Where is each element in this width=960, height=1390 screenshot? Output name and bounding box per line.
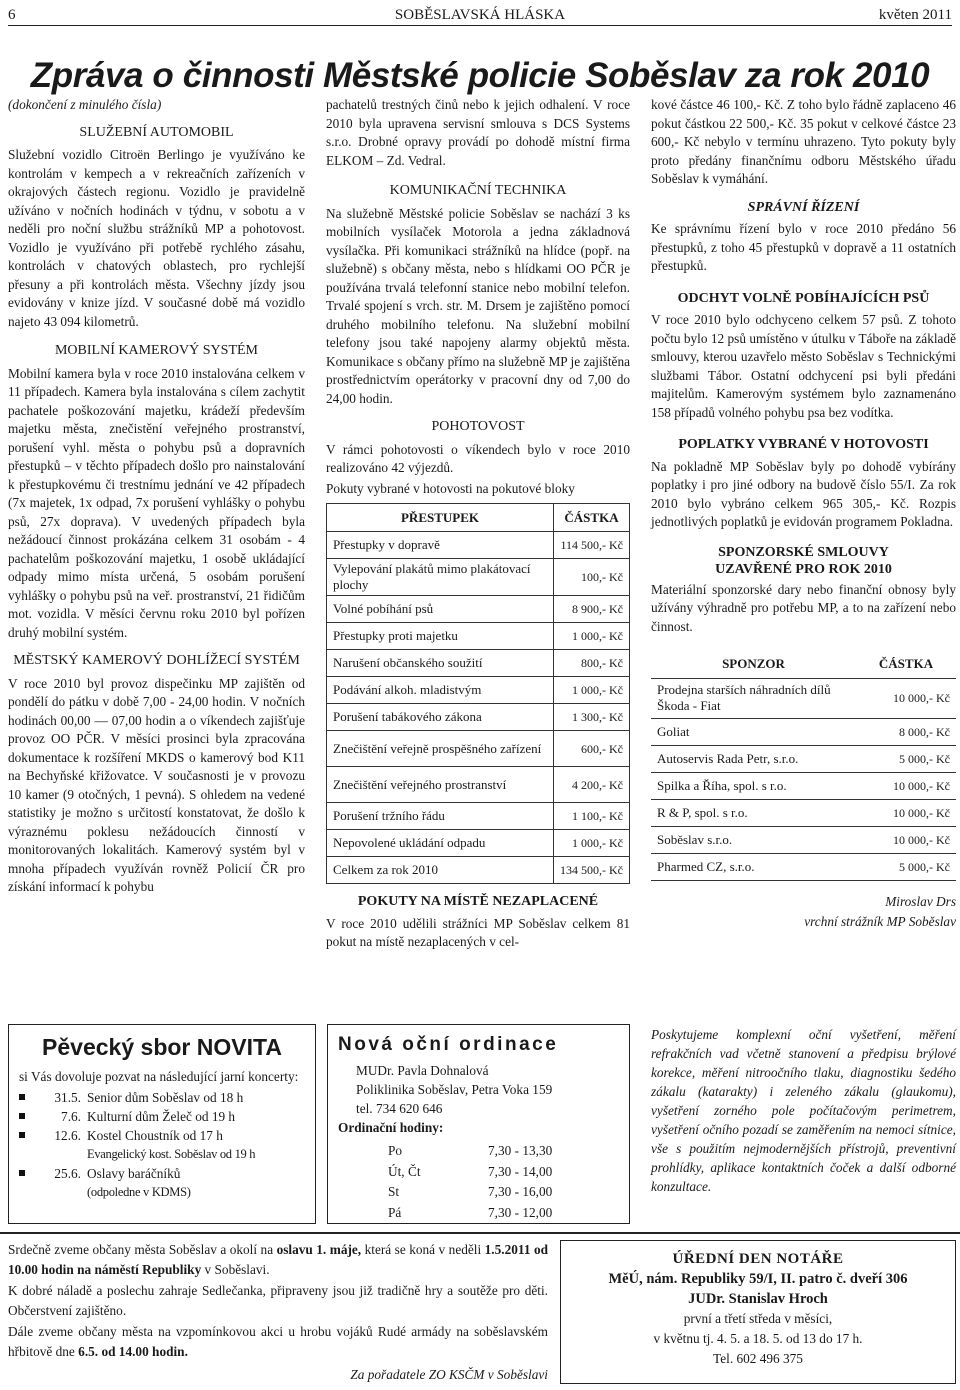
table-header: SPONZOR (651, 650, 856, 678)
sponsor-amount: 10 000,- Kč (856, 799, 956, 826)
fine-name: Podávání alkoh. mladistvým (327, 677, 554, 704)
heading-mobilni-kamera: MOBILNÍ KAMEROVÝ SYSTÉM (54, 343, 258, 358)
paragraph: Pokuty vybrané v hotovosti na pokutové bloky (326, 480, 575, 496)
table-row (327, 559, 630, 596)
clinic-address: Poliklinika Soběslav, Petra Voka 159 (356, 1082, 553, 1097)
sponsor-name: Soběslav s.r.o. (651, 826, 856, 853)
invitation (8, 1240, 548, 1385)
concert-list (19, 1088, 305, 1202)
invitation-memorial (8, 1322, 548, 1361)
table-row (327, 532, 630, 559)
paragraph: Na služebně Městské policie Soběslav se nachází 3 ks mobilních vysílaček Motorola a jedna základnová vysílačka. Při komunikaci strážníků na hlídce (popř. na služebně) s občany města, nebo s hlídkami OO PČR je používána trvalá telefonní stanice nebo mobilní telefon. Trvalé spojení s vrch. str. M. Drsem je zajištěno pomocí druhého mobilního telefonu. Na služební mobilní telefony jsou také napojeny alarmy objektů města. Komunikace s občany přímo na služebně MP je zajištěna prostřednictvím operátorky v pracovní dny od 7,00 do 24,00 hodin. (326, 205, 630, 406)
hours-time: 7,30 - 12,00 (488, 1204, 553, 1220)
table-row (327, 650, 630, 677)
fine-amount: 1 300,- Kč (554, 704, 630, 731)
sponsor-amount: 10 000,- Kč (856, 826, 956, 853)
hours-time: 7,30 - 13,30 (488, 1143, 553, 1158)
table-row (651, 853, 956, 880)
hours-day: Út, Čt (388, 1163, 421, 1179)
table-row (327, 803, 630, 830)
invitation-may-day (8, 1240, 548, 1279)
sponsor-name: R & P, spol. s r.o. (651, 799, 856, 826)
sponsor-name: Prodejna starších náhradních dílů Škoda - Fiat (651, 678, 856, 718)
novita-title: Pěvecký sbor NOVITA (42, 1034, 282, 1060)
paragraph: V roce 2010 byl provoz dispečinku MP zajištěn od pondělí do pátku v době 7,00 - 24,00 hodin. V nočních hodinách 00,00 — 07,00 hodin a o víkendech zajišťuje provoz OO PČR. V měsíci prosinci byla zpracována dokumentace k rozšíření MKDS o kamerový bod K11 na Bechyňské křižovatce. V současnosti je v provozu 10 kamer (9 otočných, 1 pevná). S ohledem na vedené statistiky je možno s určitostí konstatovat, že došlo k výraznému poklesu nežádoucích činností v monitorovaných lokalitách. Kamerový systém byl v mnoha případech využíván rovněž Policií ČR pro získání informací k pohybu (8, 675, 305, 894)
fine-name: Narušení občanského soužití (327, 650, 554, 677)
invitation-music: K dobré náladě a poslechu zahraje Sedlečanka, připraveny jsou již tradičně hry a soutěže pro děti. Občerstvení zajištěno. (8, 1283, 548, 1318)
text-span: která se koná v neděli (361, 1242, 485, 1257)
concert-item (19, 1126, 305, 1164)
hours-time: 7,30 - 16,00 (488, 1184, 553, 1199)
signature-name: Miroslav Drs (885, 893, 956, 909)
table-row (651, 718, 956, 745)
fine-amount: 4 200,- Kč (554, 767, 630, 803)
running-header (8, 4, 952, 26)
text-span: Srdečně zveme občany města Soběslav a okolí na (8, 1242, 277, 1257)
hours-row (388, 1203, 619, 1224)
subtitle: (dokončení z minulého čísla) (8, 97, 162, 112)
fine-amount: 1 000,- Kč (554, 830, 630, 857)
table-row (327, 623, 630, 650)
table-row (651, 799, 956, 826)
heading-mkds: MĚSTSKÝ KAMEROVÝ DOHLÍŽECÍ SYSTÉM (13, 653, 300, 668)
fine-name: Volné pobíhání psů (327, 596, 554, 623)
text-span: Dále zveme občany města na vzpomínkovou akci u hrobu vojáků Rudé armády na soběslavském hřbitově dne (8, 1324, 548, 1359)
fine-amount: 8 900,- Kč (554, 596, 630, 623)
sponsor-amount: 10 000,- Kč (856, 678, 956, 718)
paragraph: pachatelů trestných činů nebo k jejich odhalení. V roce 2010 byla upravena servisní smlouva s DCS Systems s.r.o. Drobné opravy provádí po dohodě místní firma ELKOM – Zd. Vedral. (326, 97, 630, 168)
fine-amount: 600,- Kč (554, 731, 630, 767)
heading-sluzebni-automobil: SLUŽEBNÍ AUTOMOBIL (79, 124, 234, 140)
paragraph: V roce 2010 udělili strážníci MP Soběslav celkem 81 pokut na místě nezaplacených v cel- (326, 915, 630, 949)
heading-komunikacni-technika: KOMUNIKAČNÍ TECHNIKA (389, 183, 567, 198)
sponsor-amount: 5 000,- Kč (856, 853, 956, 880)
hours-row (388, 1141, 619, 1162)
heading-pohotovost: POHOTOVOST (431, 419, 525, 434)
text-span: 1.5.2011 od 10.00 hodin na náměstí Republiky (8, 1242, 548, 1277)
sponsor-name: Goliat (651, 718, 856, 745)
concert-place: Oslavy baráčníků (87, 1166, 181, 1181)
table-row (327, 677, 630, 704)
table-row (327, 596, 630, 623)
hours-row (388, 1162, 619, 1183)
table-row (327, 767, 630, 803)
divider (0, 1232, 960, 1234)
paragraph: Mobilní kamera byla v roce 2010 instalována celkem v 11 případech. Kamera byla instalována s cílem zachytit pachatele poškozování majetku, krádeží především majetku města, znečistění veřejného prostranství, porušení vyhl. města o pohybu psů a dopravních přestupků – v těchto případech došlo pro nainstalování k přestupkovému či trestnímu jednání ve 42 případech (7x majetek, 1x odpad, 7x porušení vyhlášky o pohybu psů, 27x doprava). V uvedených případech byla nežádoucí činnost prokázána celkem 31 osobám - 4 pachatelům poškozování majetku, 1 osobě ukládající odpady mimo místa určená, 5 osobám porušení vyhlášky o pohybu psů na veř. prostranství, 21 řidičům mot. vozidla. V měsíci červnu roku 2010 byl pořízen druhý mobilní systém. (8, 365, 305, 640)
paragraph: V roce 2010 bylo odchyceno celkem 57 psů. Z tohoto počtu bylo 12 psů umístěno v útulku v Táboře na základě smlouvy, kterou uzavřelo město Soběslav s Technickými službami Tábor. Ostatní odchycení psi byli předáni majitelům. Kamerovým systémem bylo zaznamenáno 158 případů volného pohybu psa bez vodítka. (651, 312, 956, 420)
concert-place: Kulturní dům Želeč od 19 h (87, 1109, 236, 1124)
sponsor-name: Spilka a Říha, spol. s r.o. (651, 772, 856, 799)
sponsor-amount: 8 000,- Kč (856, 718, 956, 745)
heading-pokuty-na-miste: POKUTY NA MÍSTĚ NEZAPLACENÉ (357, 894, 599, 909)
column-3 (651, 96, 956, 932)
concert-note: (odpoledne v KDMS) (87, 1185, 191, 1199)
issue-date: květen 2011 (878, 7, 952, 23)
fine-name: Nepovolené ukládání odpadu (327, 830, 554, 857)
fine-name: Celkem za rok 2010 (327, 857, 554, 884)
sponsor-name: Pharmed CZ, s.r.o. (651, 853, 856, 880)
fine-amount: 100,- Kč (554, 559, 630, 596)
table-row (651, 745, 956, 772)
hours-row (388, 1182, 619, 1203)
publication-name: SOBĚSLAVSKÁ HLÁSKA (394, 7, 566, 23)
hours-day: St (388, 1184, 400, 1199)
table-row (327, 857, 630, 884)
fine-name: Vylepování plakátů mimo plakátovací plochy (327, 559, 554, 596)
page-number: 6 (8, 7, 16, 23)
concert-place: Senior dům Soběslav od 18 h (87, 1090, 244, 1105)
text-span: oslavu 1. máje, (276, 1242, 362, 1257)
notary-title: ÚŘEDNÍ DEN NOTÁŘE (672, 1251, 844, 1267)
notary-box (560, 1240, 956, 1384)
column-1 (8, 96, 305, 897)
ordinace-box (327, 1024, 630, 1224)
article-title: Zpráva o činnosti Městské policie Soběslav za rok 2010 (30, 56, 930, 95)
signature-role: vrchní strážník MP Soběslav (804, 914, 956, 929)
fine-amount: 1 000,- Kč (554, 677, 630, 704)
hours-list (338, 1141, 619, 1223)
fine-name: Znečištění veřejně prospěšného zařízení (327, 731, 554, 767)
paragraph: Materiální sponzorské dary nebo finanční obnosy byly užívány výhradně pro potřebu MP, a to na zařízení nebo činnost. (651, 581, 956, 634)
fine-amount: 114 500,- Kč (554, 532, 630, 559)
table-row (327, 830, 630, 857)
clinic-phone: tel. 734 620 646 (356, 1101, 443, 1116)
heading-poplatky: POPLATKY VYBRANÉ V HOTOVOSTI (678, 437, 929, 452)
fine-name: Přestupky v dopravě (327, 532, 554, 559)
concert-item (19, 1164, 305, 1202)
concert-date: 31.5. (54, 1090, 81, 1105)
table-header: PŘESTUPEK (327, 504, 554, 532)
concert-date: 25.6. (54, 1166, 81, 1181)
fine-name: Znečištění veřejného prostranství (327, 767, 554, 803)
paragraph: Ke správnímu řízení bylo v roce 2010 předáno 56 přestupků, z toho 45 přestupků v dopravě a 11 ostatních přestupků. (651, 221, 956, 273)
concert-date: 12.6. (54, 1128, 81, 1143)
concert-place: Kostel Choustník od 17 h (87, 1128, 223, 1143)
paragraph: V rámci pohotovosti o víkendech bylo v roce 2010 realizováno 42 výjezdů. (326, 441, 630, 475)
invitation-signature: Za pořadatele ZO KSČM v Soběslavi (350, 1367, 548, 1382)
novita-box (8, 1024, 316, 1224)
fine-amount: 800,- Kč (554, 650, 630, 677)
fine-name: Porušení tržního řádu (327, 803, 554, 830)
table-row (327, 731, 630, 767)
hours-day: Pá (388, 1204, 402, 1220)
notary-name: JUDr. Stanislav Hroch (688, 1291, 828, 1307)
notary-phone: Tel. 602 496 375 (713, 1351, 803, 1366)
heading-odchyt-psu: ODCHYT VOLNĚ POBÍHAJÍCÍCH PSŮ (677, 290, 930, 306)
table-row (651, 772, 956, 799)
ordinace-title: Nová oční ordinace (338, 1034, 559, 1055)
text-span: v Soběslavi. (201, 1261, 270, 1277)
sponsor-name: Autoservis Rada Petr, s.r.o. (651, 745, 856, 772)
concert-item (19, 1088, 305, 1107)
table-row (651, 826, 956, 853)
table-header: ČÁSTKA (856, 650, 956, 678)
fines-table (326, 503, 630, 884)
paragraph: Na pokladně MP Soběslav byly po dohodě vybírány poplatky i pro jiné odbory na budově číslo 55/I. Za rok 2010 bylo vybráno celkem 965 305,- Kč. Rozpis jednotlivých poplatků je evidován programem Pokladna. (651, 458, 956, 529)
table-row (327, 704, 630, 731)
fine-amount: 1 000,- Kč (554, 623, 630, 650)
notary-may-dates: v květnu tj. 4. 5. a 18. 5. od 13 do 17 h. (653, 1331, 863, 1346)
heading-sponzorske-smlouvy: SPONZORSKÉ SMLOUVY UZAVŘENÉ PRO ROK 2010 (715, 544, 892, 577)
concert-date: 7.6. (61, 1109, 81, 1124)
fine-amount: 1 100,- Kč (554, 803, 630, 830)
ordinace-services: Poskytujeme komplexní oční vyšetření, měření refrakčních vad včetně stanovení a předpisu brýlové korekce, měření nitroočního tlaku, diagnostiku šedého zákalu (katarakty) i zeleného zákalu (glaukomu), vyšetření zorného pole počítačovým perimetrem, vyšetření očního pozadí se zaměřením na nemoci sítnice, vše s použitím nejmodernějších přístrojů, preventivní prohlídky, aplikace kontaktních čoček a další odborné konzultace. (651, 1027, 956, 1194)
text-span: 6.5. od 14.00 hodin. (78, 1343, 188, 1359)
fine-name: Porušení tabákového zákona (327, 704, 554, 731)
paragraph: kové částce 46 100,- Kč. Z toho bylo řádně zaplaceno 46 pokut částkou 22 500,- Kč. 35 pokut v celkové částce 23 600,- Kč nebylo v termínu uhrazeno. Tyto pokuty byly proto předány finančnímu odboru Městského úřadu Soběslav k vymáhání. (651, 97, 956, 186)
novita-intro: si Vás dovoluje pozvat na následující jarní koncerty: (19, 1069, 299, 1084)
table-row (651, 678, 956, 718)
concert-note: Evangelický kost. Soběslav od 19 h (87, 1147, 256, 1161)
hours-label: Ordinační hodiny: (338, 1120, 444, 1135)
hours-day: Po (388, 1143, 403, 1158)
paragraph: Služební vozidlo Citroën Berlingo je využíváno ke kontrolám v kempech a v rekreačních zařízeních v okrajových částech regionu. Vozidlo je pravidelně užíváno v nočních hodinách v týdnu, v sobotu a v neděli pro noční službu strážníků MP a pohotovost. Vozidlo je využíváno při potřebě rychlého zásahu, kontrolách v chatových oblastech, pro rychlejší přesuny a při kontrolách města. Všechny jízdy jsou evidovány v knize jízd. V současné době má vozidlo najeto 43 094 kilometrů. (8, 147, 305, 329)
sponsor-amount: 10 000,- Kč (856, 772, 956, 799)
doctor-name: MUDr. Pavla Dohnalová (356, 1063, 489, 1078)
heading-spravni-rizeni: SPRÁVNÍ ŘÍZENÍ (747, 199, 860, 215)
fine-amount: 134 500,- Kč (554, 857, 630, 884)
table-header: ČÁSTKA (554, 504, 630, 532)
hours-time: 7,30 - 14,00 (488, 1163, 553, 1179)
fine-name: Přestupky proti majetku (327, 623, 554, 650)
notary-place: MěÚ, nám. Republiky 59/I, II. patro č. dveří 306 (608, 1271, 908, 1287)
sponsor-amount: 5 000,- Kč (856, 745, 956, 772)
column-2 (326, 96, 630, 952)
concert-item (19, 1107, 305, 1126)
notary-schedule: první a třetí středa v měsíci, (683, 1311, 833, 1326)
sponsors-table (651, 650, 956, 881)
